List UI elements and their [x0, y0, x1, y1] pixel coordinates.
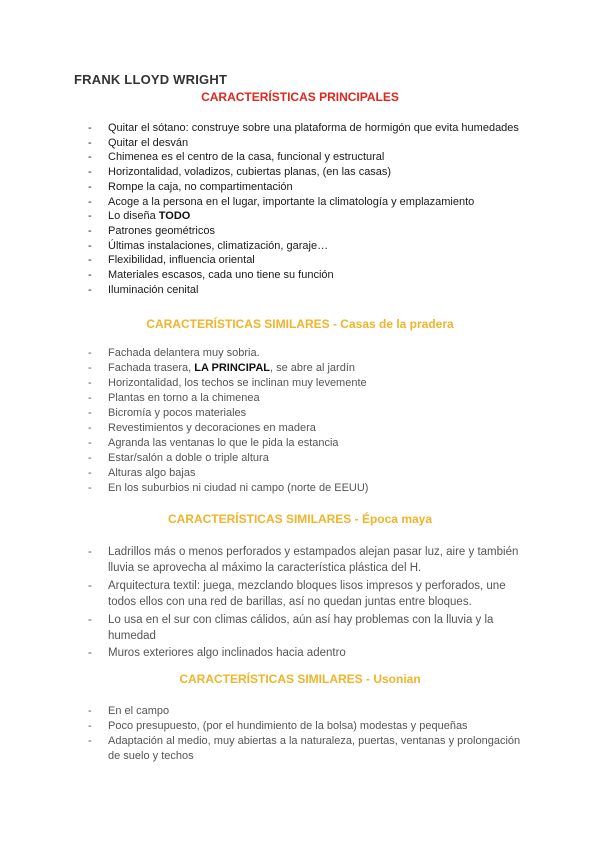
bullet-dash: -	[88, 735, 92, 747]
list-item	[88, 283, 528, 298]
list-item	[88, 180, 528, 195]
maya-era-list	[88, 544, 528, 662]
list-item-text: Arquitectura textil: juega, mezclando bloques lisos impresos y perforados, une todos ellos con una red de barillas, así no quedan juntas entre bloques.	[108, 579, 506, 609]
bullet-dash: -	[88, 579, 92, 592]
list-item-text: Chimenea es el centro de la casa, funcional y estructural	[108, 151, 385, 164]
usonian-list	[88, 704, 528, 764]
list-item-text: Acoge a la persona en el lugar, importante la climatología y emplazamiento	[108, 195, 475, 208]
list-item	[88, 451, 528, 466]
bullet-dash: -	[88, 705, 92, 717]
list-item-text: Agranda las ventanas lo que le pida la estancia	[108, 437, 339, 449]
list-item-text: Últimas instalaciones, climatización, garaje…	[108, 239, 329, 252]
list-item-text: Fachada trasera,	[108, 362, 195, 374]
list-item	[88, 209, 528, 224]
bullet-dash: -	[88, 210, 92, 223]
bullet-dash: -	[88, 166, 92, 179]
bullet-dash: -	[88, 362, 92, 374]
list-item-text: Ladrillos más o menos perforados y estampados alejan pasar luz, aire y también lluvia se aprovecha al máximo la característica plástica del H.	[108, 546, 519, 575]
list-item	[88, 578, 528, 611]
list-item-text: En los suburbios ni ciudad ni campo (norte de EEUU)	[108, 482, 369, 494]
list-item-text: Rompe la caja, no compartimentación	[108, 180, 293, 193]
list-item	[88, 165, 528, 180]
list-item-text: Estar/salón a doble o triple altura	[108, 452, 269, 464]
list-item	[88, 253, 528, 268]
bullet-dash: -	[88, 437, 92, 449]
bullet-dash: -	[88, 269, 92, 282]
list-item	[88, 466, 528, 481]
list-item-text: En el campo	[108, 705, 170, 717]
prairie-houses-list	[88, 346, 528, 496]
list-item	[88, 391, 528, 406]
bullet-dash: -	[88, 422, 92, 434]
bullet-dash: -	[88, 377, 92, 389]
list-item	[88, 136, 528, 151]
list-item-text: Lo usa en el sur con climas cálidos, aún así hay problemas con la lluvia y la humedad	[108, 613, 494, 643]
list-item-text: Horizontalidad, voladizos, cubiertas planas, (en las casas)	[108, 166, 392, 179]
list-item	[88, 719, 528, 734]
list-item-text: Lo diseña	[108, 210, 159, 223]
list-item	[88, 544, 528, 577]
list-item-text: Iluminación cenital	[108, 283, 199, 296]
bullet-dash: -	[88, 283, 92, 296]
bullet-dash: -	[88, 151, 92, 164]
list-item	[88, 406, 528, 421]
bullet-dash: -	[88, 122, 92, 134]
list-item-text: Poco presupuesto, (por el hundimiento de la bolsa) modestas y pequeñas	[108, 720, 468, 732]
bullet-dash: -	[88, 180, 92, 193]
list-item	[88, 436, 528, 451]
section-heading-main-features: CARACTERÍSTICAS PRINCIPALES	[201, 90, 399, 104]
list-item-text: Plantas en torno a la chimenea	[108, 392, 260, 404]
bullet-dash: -	[88, 452, 92, 464]
list-item	[88, 239, 528, 254]
list-item	[88, 150, 528, 165]
bullet-dash: -	[88, 407, 92, 419]
list-item	[88, 734, 528, 764]
list-item	[88, 268, 528, 283]
list-item-text: Muros exteriores algo inclinados hacia adentro	[108, 647, 346, 660]
bullet-dash: -	[88, 613, 92, 626]
bullet-dash: -	[88, 136, 92, 149]
list-item	[88, 704, 528, 719]
bullet-dash: -	[88, 546, 92, 558]
document-title: FRANK LLOYD WRIGHT	[74, 72, 228, 87]
list-item-text: Revestimientos y decoraciones en madera	[108, 422, 316, 434]
list-item	[88, 645, 528, 661]
list-item-emphasis: LA PRINCIPAL	[194, 362, 270, 374]
bullet-dash: -	[88, 482, 92, 494]
list-item	[88, 224, 528, 239]
list-item	[88, 612, 528, 645]
bullet-dash: -	[88, 647, 92, 660]
bullet-dash: -	[88, 254, 92, 267]
list-item-text: Patrones geométricos	[108, 224, 215, 237]
list-item-text: Flexibilidad, influencia oriental	[108, 254, 255, 267]
list-item-text: Fachada delantera muy sobria.	[108, 347, 260, 359]
list-item	[88, 195, 528, 210]
list-item-text: Alturas algo bajas	[108, 467, 196, 479]
list-item	[88, 346, 528, 361]
list-item-text: Quitar el desván	[108, 136, 189, 149]
list-item	[88, 376, 528, 391]
bullet-dash: -	[88, 720, 92, 732]
list-item-text: Quitar el sótano: construye sobre una plataforma de hormigón que evita humedades	[108, 122, 519, 134]
bullet-dash: -	[88, 239, 92, 252]
list-item	[88, 421, 528, 436]
list-item	[88, 481, 528, 496]
list-item-text: , se abre al jardín	[270, 362, 355, 374]
bullet-dash: -	[88, 392, 92, 404]
list-item-text: Bicromía y pocos materiales	[108, 407, 247, 419]
list-item-emphasis: TODO	[158, 210, 191, 223]
list-item-text: Adaptación al medio, muy abiertas a la naturaleza, puertas, ventanas y prolongación de suelo y techos	[108, 735, 521, 762]
list-item	[88, 361, 528, 376]
bullet-dash: -	[88, 467, 92, 479]
list-item-text: Horizontalidad, los techos se inclinan muy levemente	[108, 377, 367, 389]
main-features-list	[88, 121, 528, 297]
bullet-dash: -	[88, 195, 92, 208]
section-heading-usonian: CARACTERÍSTICAS SIMILARES - Usonian	[179, 672, 421, 686]
section-heading-maya-era: CARACTERÍSTICAS SIMILARES - Época maya	[167, 512, 433, 526]
list-item	[88, 121, 528, 136]
list-item-text: Materiales escasos, cada uno tiene su función	[108, 269, 334, 282]
bullet-dash: -	[88, 224, 92, 237]
bullet-dash: -	[88, 347, 92, 359]
section-heading-prairie-houses: CARACTERÍSTICAS SIMILARES - Casas de la pradera	[146, 317, 454, 331]
